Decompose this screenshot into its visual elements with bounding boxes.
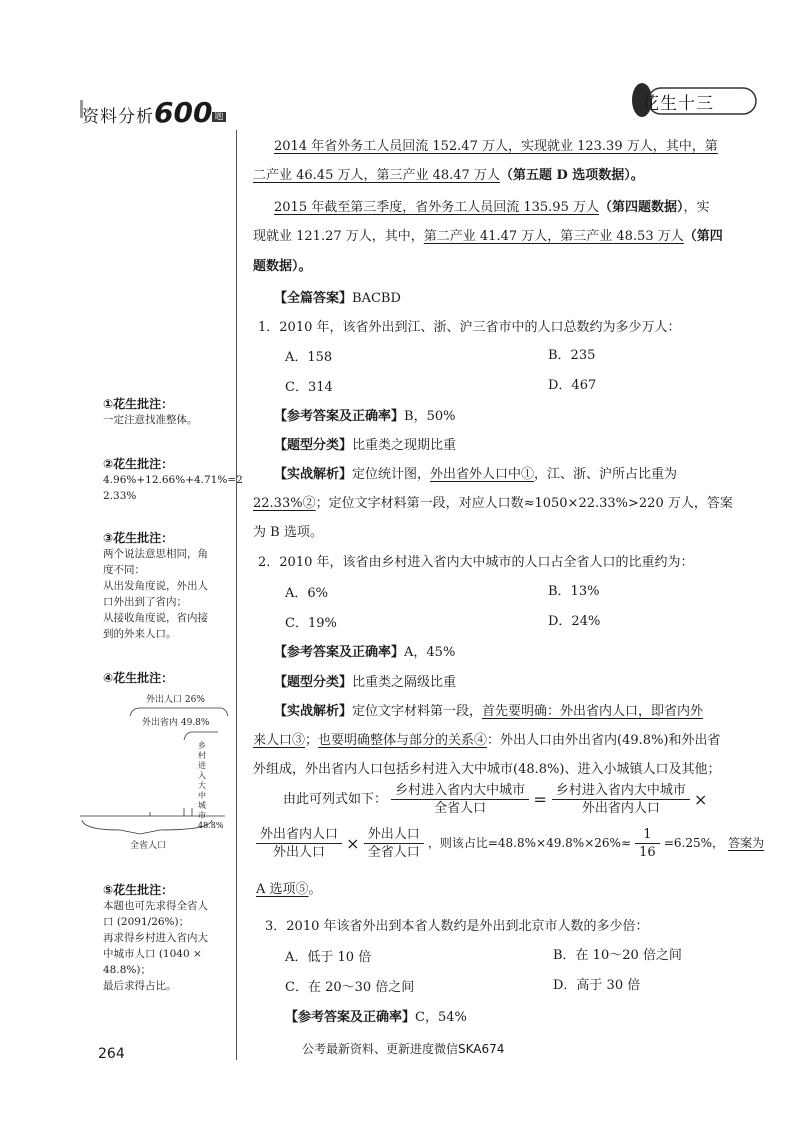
q2-option-b: B．13% [548,584,600,599]
q2-equation-2: $\frac{\text{外出省内人口}}{\text{外出人口}}$ × $\frac{\text{外出人口}}{\text{全省人口}}$ ，则该占比=48.8%×49.8%×26%≈ $\frac{1}{16}$ =6.25%， 答案为 [256,826,764,861]
q3-reference: 【参考答案及正确率】C，54% [285,1010,467,1025]
q2-equation-1: 由此可列式如下： $\frac{\text{乡村进入省内大中城市}}{\text{全省人口}}$ = $\frac{\text{乡村进入省内大中城市}}{\text{外出省内人口}}$ × [283,783,708,816]
q1-stem: 1．2010 年，该省外出到江、浙、沪三省市中的人口总数约为多少万人： [258,320,681,335]
q1-option-b: B．235 [548,348,596,363]
diagram-label-out-province: 外出省内 49.8% [142,718,210,728]
margin-divider [236,130,237,1060]
footer-text: 公考最新资料、更新进度微信SKA674 [302,1042,505,1056]
material-p2-line3: 题数据）。 [253,259,312,274]
full-answers: 【全篇答案】BACBD [274,291,401,306]
diagram-label-rural: 乡 村 进 入 大 中 城 市 48.8% [198,741,224,830]
q1-option-c: C．314 [285,380,333,395]
q2-analysis-line2: 来人口③；也要明确整体与部分的关系④：外出人口由外出省内(49.8%)和外出省 [253,733,721,748]
q1-type: 【题型分类】比重类之现期比重 [274,438,457,453]
q2-analysis-line3: 外组成，外出省内人口包括乡村进入大中城市(48.8%)、进入小城镇人口及其他； [253,762,721,777]
q1-option-d: D．467 [548,378,597,393]
q3-stem: 3．2010 年该省外出到本省人数约是外出到北京市人数的多少倍： [265,919,649,934]
margin-note-5: ⑤花生批注： 本题也可先求得全省人 口 (2091/26%)； 再求得乡村进入省内大 中城市人口 (1040 × 48.8%)； 最后求得占比。 [103,883,208,992]
margin-note-4: ④花生批注： [103,671,174,685]
q2-analysis-line1: 【实战解析】定位文字材料第一段，首先要明确：外出省内人口，即省内外 [274,704,704,719]
page-number: 264 [98,1046,125,1062]
material-p2-line2: 现就业 121.27 万人，其中，第二产业 41.47 万人，第三产业 48.53 万人（第四 [253,229,723,244]
q2-option-d: D．24% [548,614,601,629]
material-p2-line1: 2015 年截至第三季度，省外务工人员回流 135.95 万人（第四题数据），实 [274,200,710,215]
q2-stem: 2．2010 年，该省由乡村进入省内大中城市的人口占全省人口的比重约为： [258,555,694,570]
material-p1-line1: 2014 年省外务工人员回流 152.47 万人，实现就业 123.39 万人，其中，第 [274,139,718,154]
q1-analysis-line1: 【实战解析】定位统计图，外出省外人口中①，江、浙、沪所占比重为 [274,467,678,482]
material-p1-line2: 二产业 46.45 万人，第三产业 48.47 万人（第五题 D 选项数据）。 [253,168,644,183]
q1-reference: 【参考答案及正确率】B，50% [274,409,456,424]
q3-option-b: B．在 10～20 倍之间 [553,948,682,963]
margin-note-1: ①花生批注： 一定注意找准整体。 [103,397,198,426]
q2-type: 【题型分类】比重类之隔级比重 [274,675,457,690]
q2-reference: 【参考答案及正确率】A，45% [274,645,456,660]
book-title: 资料分析600 题 [82,96,225,129]
diagram-label-out: 外出人口 26% [146,695,205,705]
q2-option-a: A．6% [285,586,329,601]
brand-name: 花生十三 [642,94,714,114]
margin-note-2: ②花生批注： 4.96%+12.66%+4.71%=2 2.33% [103,457,243,502]
margin-note-3: ③花生批注： 两个说法意思相同，角 度不同： 从出发角度说，外出人 口外出到了省内； 从接收角度说，省内接 到的外来人口。 [103,531,208,640]
q1-option-a: A．158 [285,350,333,365]
q1-analysis-line3: 为 B 选项。 [253,525,323,540]
q1-analysis-line2: 22.33%②；定位文字材料第一段，对应人口数≈1050×22.33%>220 万人，答案 [253,496,733,511]
q3-option-d: D．高于 30 倍 [553,978,641,993]
q3-option-c: C．在 20～30 倍之间 [285,980,415,995]
diagram-label-total: 全省人口 [130,841,167,851]
q2-option-c: C．19% [285,616,337,631]
q2-answer-end: A 选项⑤。 [256,882,322,897]
q3-option-a: A．低于 10 倍 [285,950,372,965]
